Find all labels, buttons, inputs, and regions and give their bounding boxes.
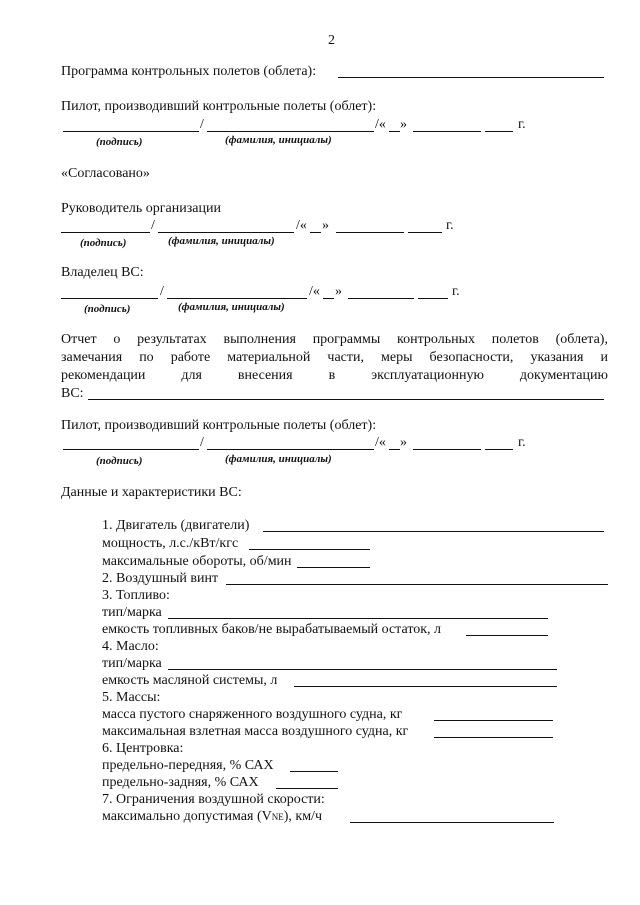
org-head-slash: / — [151, 218, 155, 233]
owner-year-line[interactable] — [418, 298, 448, 299]
report-word: меры — [381, 350, 413, 365]
pilot1-name-caption: (фамилия, инициалы) — [225, 134, 332, 146]
empty-mass-label: масса пустого снаряженного воздушного судна, кг — [102, 707, 403, 722]
pilot1-label: Пилот, производивший контрольные полеты (облет): — [61, 99, 377, 114]
owner-label: Владелец ВС: — [61, 265, 144, 280]
fuel-type-field-line[interactable] — [168, 618, 548, 619]
power-field-line[interactable] — [249, 549, 370, 550]
report-word: замечания — [61, 350, 123, 365]
org-head-day-line[interactable] — [310, 232, 321, 233]
report-line-2 — [61, 350, 608, 366]
report-line-1 — [61, 332, 608, 348]
agreed-label: «Согласовано» — [61, 166, 150, 181]
program-field-line[interactable] — [338, 77, 604, 78]
report-word: Отчет — [61, 332, 97, 347]
propeller-field-line[interactable] — [226, 584, 608, 585]
report-word: выполнения — [223, 332, 296, 347]
fuel-type-label: тип/марка — [102, 605, 162, 620]
org-head-date-close: » — [322, 218, 329, 233]
owner-signature-caption: (подпись) — [84, 303, 131, 315]
report-word: работе — [170, 350, 211, 365]
owner-month-line[interactable] — [348, 298, 414, 299]
pilot2-signature-line[interactable] — [63, 449, 199, 450]
org-head-month-line[interactable] — [336, 232, 404, 233]
pilot1-slash: / — [200, 117, 204, 132]
owner-name-caption: (фамилия, инициалы) — [178, 301, 285, 313]
report-word: безопасности, — [429, 350, 514, 365]
report-word: материальной — [227, 350, 311, 365]
fuel-capacity-label: емкость топливных баков/не вырабатываемый остаток, л — [102, 622, 442, 637]
pilot1-month-line[interactable] — [413, 131, 481, 132]
pilot2-date-close: » — [400, 435, 407, 450]
cg-rear-label: предельно-задняя, % САХ — [102, 775, 259, 790]
page-number: 2 — [328, 33, 335, 48]
owner-year-suffix: г. — [452, 284, 460, 299]
report-word: полетов — [491, 332, 539, 347]
pilot2-day-line[interactable] — [389, 449, 400, 450]
report-field-line[interactable] — [88, 399, 604, 400]
report-word: результатах — [137, 332, 207, 347]
cg-front-field-line[interactable] — [290, 771, 338, 772]
org-head-name-line[interactable] — [158, 232, 294, 233]
max-takeoff-mass-field-line[interactable] — [434, 737, 553, 738]
report-word: эксплуатационную — [371, 368, 484, 383]
report-word: части, — [327, 350, 364, 365]
max-speed-suffix: ), км/ч — [283, 809, 322, 824]
fuel-label: 3. Топливо: — [102, 588, 170, 603]
owner-signature-line[interactable] — [61, 298, 158, 299]
oil-type-label: тип/марка — [102, 656, 162, 671]
report-word: программы — [312, 332, 381, 347]
owner-slash: / — [160, 284, 164, 299]
cg-label: 6. Центровка: — [102, 741, 184, 756]
org-head-signature-caption: (подпись) — [80, 237, 127, 249]
max-speed-subscript: NE — [271, 812, 284, 822]
org-head-label: Руководитель организации — [61, 201, 221, 216]
report-word: документацию — [519, 368, 608, 383]
report-word: внесения — [237, 368, 293, 383]
propeller-label: 2. Воздушный винт — [102, 571, 219, 586]
report-word: в — [328, 368, 336, 383]
report-word: (облета), — [555, 332, 608, 347]
pilot2-year-suffix: г. — [518, 435, 526, 450]
owner-date-open: /« — [309, 284, 320, 299]
pilot2-slash: / — [200, 435, 204, 450]
pilot1-signature-line[interactable] — [63, 131, 199, 132]
pilot2-month-line[interactable] — [413, 449, 481, 450]
pilot1-date-open: /« — [375, 117, 386, 132]
fuel-capacity-field-line[interactable] — [466, 635, 548, 636]
engine-field-line[interactable] — [263, 531, 604, 532]
pilot2-name-line[interactable] — [207, 449, 374, 450]
power-label: мощность, л.с./кВт/кгс — [102, 536, 239, 551]
max-speed-field-line[interactable] — [350, 822, 554, 823]
org-head-year-line[interactable] — [408, 232, 442, 233]
report-word: рекомендации — [61, 368, 146, 383]
pilot1-year-suffix: г. — [518, 117, 526, 132]
max-takeoff-mass-label: максимальная взлетная масса воздушного судна, кг — [102, 724, 409, 739]
max-speed-label — [102, 809, 322, 825]
owner-date-close: » — [335, 284, 342, 299]
pilot1-date-close: » — [400, 117, 407, 132]
empty-mass-field-line[interactable] — [434, 720, 553, 721]
program-label: Программа контрольных полетов (облета): — [61, 64, 317, 79]
report-word: контрольных — [397, 332, 476, 347]
owner-day-line[interactable] — [323, 298, 334, 299]
report-word: и — [600, 350, 608, 365]
masses-label: 5. Массы: — [102, 690, 161, 705]
pilot1-day-line[interactable] — [389, 131, 400, 132]
pilot2-label: Пилот, производивший контрольные полеты (облет): — [61, 418, 377, 433]
org-head-year-suffix: г. — [446, 218, 454, 233]
report-word: для — [181, 368, 202, 383]
oil-type-field-line[interactable] — [168, 669, 557, 670]
pilot2-signature-caption: (подпись) — [96, 455, 143, 467]
pilot2-name-caption: (фамилия, инициалы) — [225, 453, 332, 465]
speed-limits-label: 7. Ограничения воздушной скорости: — [102, 792, 325, 807]
pilot2-date-open: /« — [375, 435, 386, 450]
org-head-date-open: /« — [296, 218, 307, 233]
report-line-4: ВС: — [61, 386, 84, 401]
owner-name-line[interactable] — [167, 298, 307, 299]
pilot1-signature-caption: (подпись) — [96, 136, 143, 148]
org-head-signature-line[interactable] — [61, 232, 150, 233]
report-word: о — [113, 332, 121, 347]
report-word: по — [139, 350, 154, 365]
max-rpm-field-line[interactable] — [297, 567, 370, 568]
pilot2-year-line[interactable] — [485, 449, 513, 450]
oil-label: 4. Масло: — [102, 639, 159, 654]
max-speed-prefix: максимально допустимая (V — [102, 809, 272, 824]
pilot1-year-line[interactable] — [485, 131, 513, 132]
oil-capacity-field-line[interactable] — [294, 686, 557, 687]
cg-front-label: предельно-передняя, % САХ — [102, 758, 274, 773]
oil-capacity-label: емкость масляной системы, л — [102, 673, 278, 688]
engine-label: 1. Двигатель (двигатели) — [102, 518, 250, 533]
pilot1-name-line[interactable] — [207, 131, 374, 132]
max-rpm-label: максимальные обороты, об/мин — [102, 554, 292, 569]
report-word: указания — [530, 350, 584, 365]
report-line-3 — [61, 368, 608, 384]
cg-rear-field-line[interactable] — [276, 788, 338, 789]
specs-heading: Данные и характеристики ВС: — [61, 485, 242, 500]
org-head-name-caption: (фамилия, инициалы) — [168, 235, 275, 247]
